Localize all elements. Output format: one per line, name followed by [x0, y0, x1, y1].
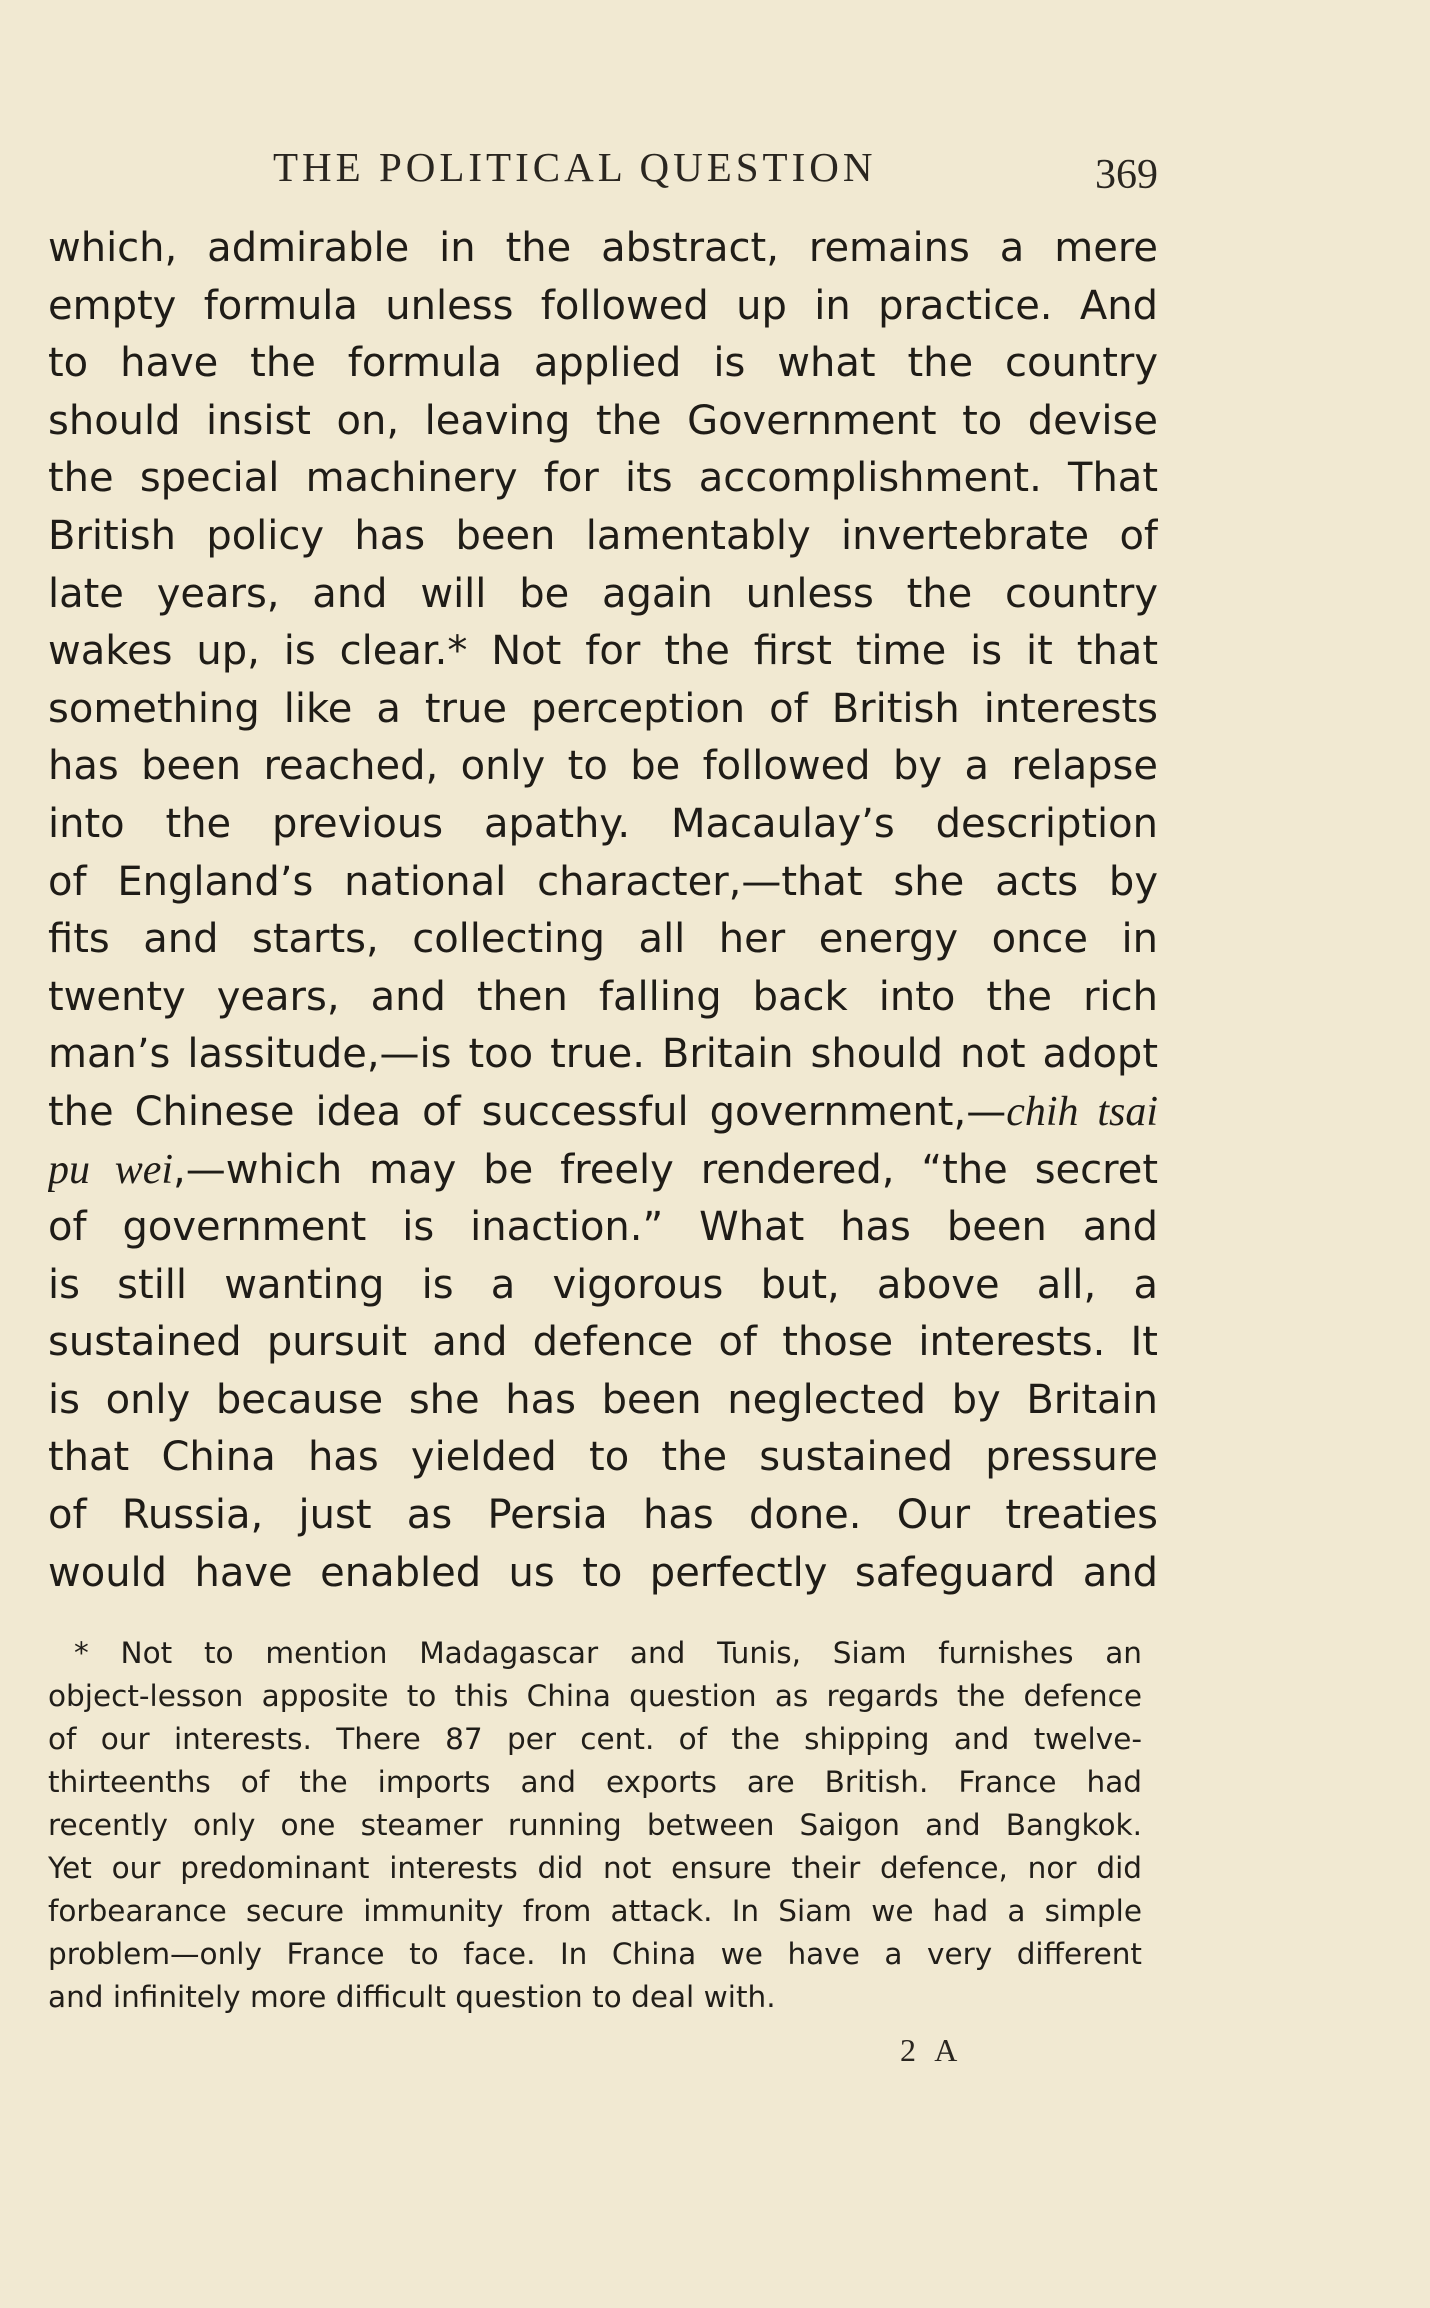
body-line: is still wanting is a vigorous but, above all, a — [48, 1261, 1158, 1308]
body-line: sustained pursuit and defence of those interests. It — [48, 1319, 1158, 1366]
footnote-line-text: * Not to mention Madagascar and Tunis, Siam furnishes an — [74, 1636, 1142, 1670]
body-line: late years, and will be again unless the country — [48, 570, 1158, 617]
body-line: wakes up, is clear.* Not for the first time is it that — [48, 628, 1158, 675]
body-line-text: ,—which may be freely rendered, “the secret — [173, 1146, 1158, 1193]
body-line: to have the formula applied is what the country — [48, 340, 1158, 387]
body-line-with-italic — [48, 1084, 1158, 1142]
body-text — [48, 220, 1158, 1602]
footnote-line: recently only one steamer running between Saigon and Bangkok. — [48, 1808, 1142, 1842]
body-line: should insist on, leaving the Government to devise — [48, 397, 1158, 444]
body-line: that China has yielded to the sustained pressure — [48, 1434, 1158, 1481]
body-line: which, admirable in the abstract, remains a mere — [48, 225, 1158, 271]
signature-mark: 2 A — [900, 2032, 964, 2068]
body-line-text: the Chinese idea of successful government,— — [48, 1088, 1007, 1135]
body-line: fits and starts, collecting all her energy once in — [48, 916, 1158, 963]
footnote-line: object-lesson apposite to this China question as regards the defence — [48, 1679, 1142, 1713]
running-head: THE POLITICAL QUESTION — [273, 144, 877, 190]
italic-phrase: chih tsai — [1006, 1088, 1158, 1135]
body-line: something like a true perception of British interests — [48, 685, 1158, 732]
body-line: the special machinery for its accomplishment. That — [48, 455, 1158, 502]
italic-phrase: pu wei — [48, 1146, 174, 1193]
body-line: into the previous apathy. Macaulay’s description — [48, 800, 1158, 847]
footnote-line: thirteenths of the imports and exports are British. France had — [48, 1765, 1142, 1799]
body-line: has been reached, only to be followed by a relapse — [48, 743, 1158, 790]
body-line: of England’s national character,—that she acts by — [48, 858, 1158, 905]
page-header — [48, 143, 1158, 203]
footnote-line: problem—only France to face. In China we have a very different — [48, 1937, 1142, 1971]
body-line: is only because she has been neglected by Britain — [48, 1376, 1158, 1423]
body-line: would have enabled us to perfectly safeguard and — [48, 1549, 1158, 1596]
body-line-with-italic — [48, 1142, 1158, 1200]
footnote-line — [48, 1632, 1142, 1675]
footnote-line: of our interests. There 87 per cent. of the shipping and twelve- — [48, 1722, 1142, 1756]
body-line: empty formula unless followed up in practice. And — [48, 282, 1158, 329]
body-line: British policy has been lamentably invertebrate of — [48, 512, 1158, 559]
body-line: of Russia, just as Persia has done. Our treaties — [48, 1492, 1158, 1539]
footnote-line: Yet our predominant interests did not ensure their defence, nor did — [48, 1851, 1142, 1885]
page-number: 369 — [1095, 152, 1158, 198]
body-line: man’s lassitude,—is too true. Britain should not adopt — [48, 1031, 1158, 1078]
body-line: of government is inaction.” What has been and — [48, 1204, 1158, 1251]
body-line: twenty years, and then falling back into the rich — [48, 973, 1158, 1020]
footnote — [48, 1632, 1142, 2019]
footnote-line: and infinitely more difficult question to deal with. — [48, 1980, 776, 2014]
footnote-line: forbearance secure immunity from attack. In Siam we had a simple — [48, 1894, 1142, 1928]
